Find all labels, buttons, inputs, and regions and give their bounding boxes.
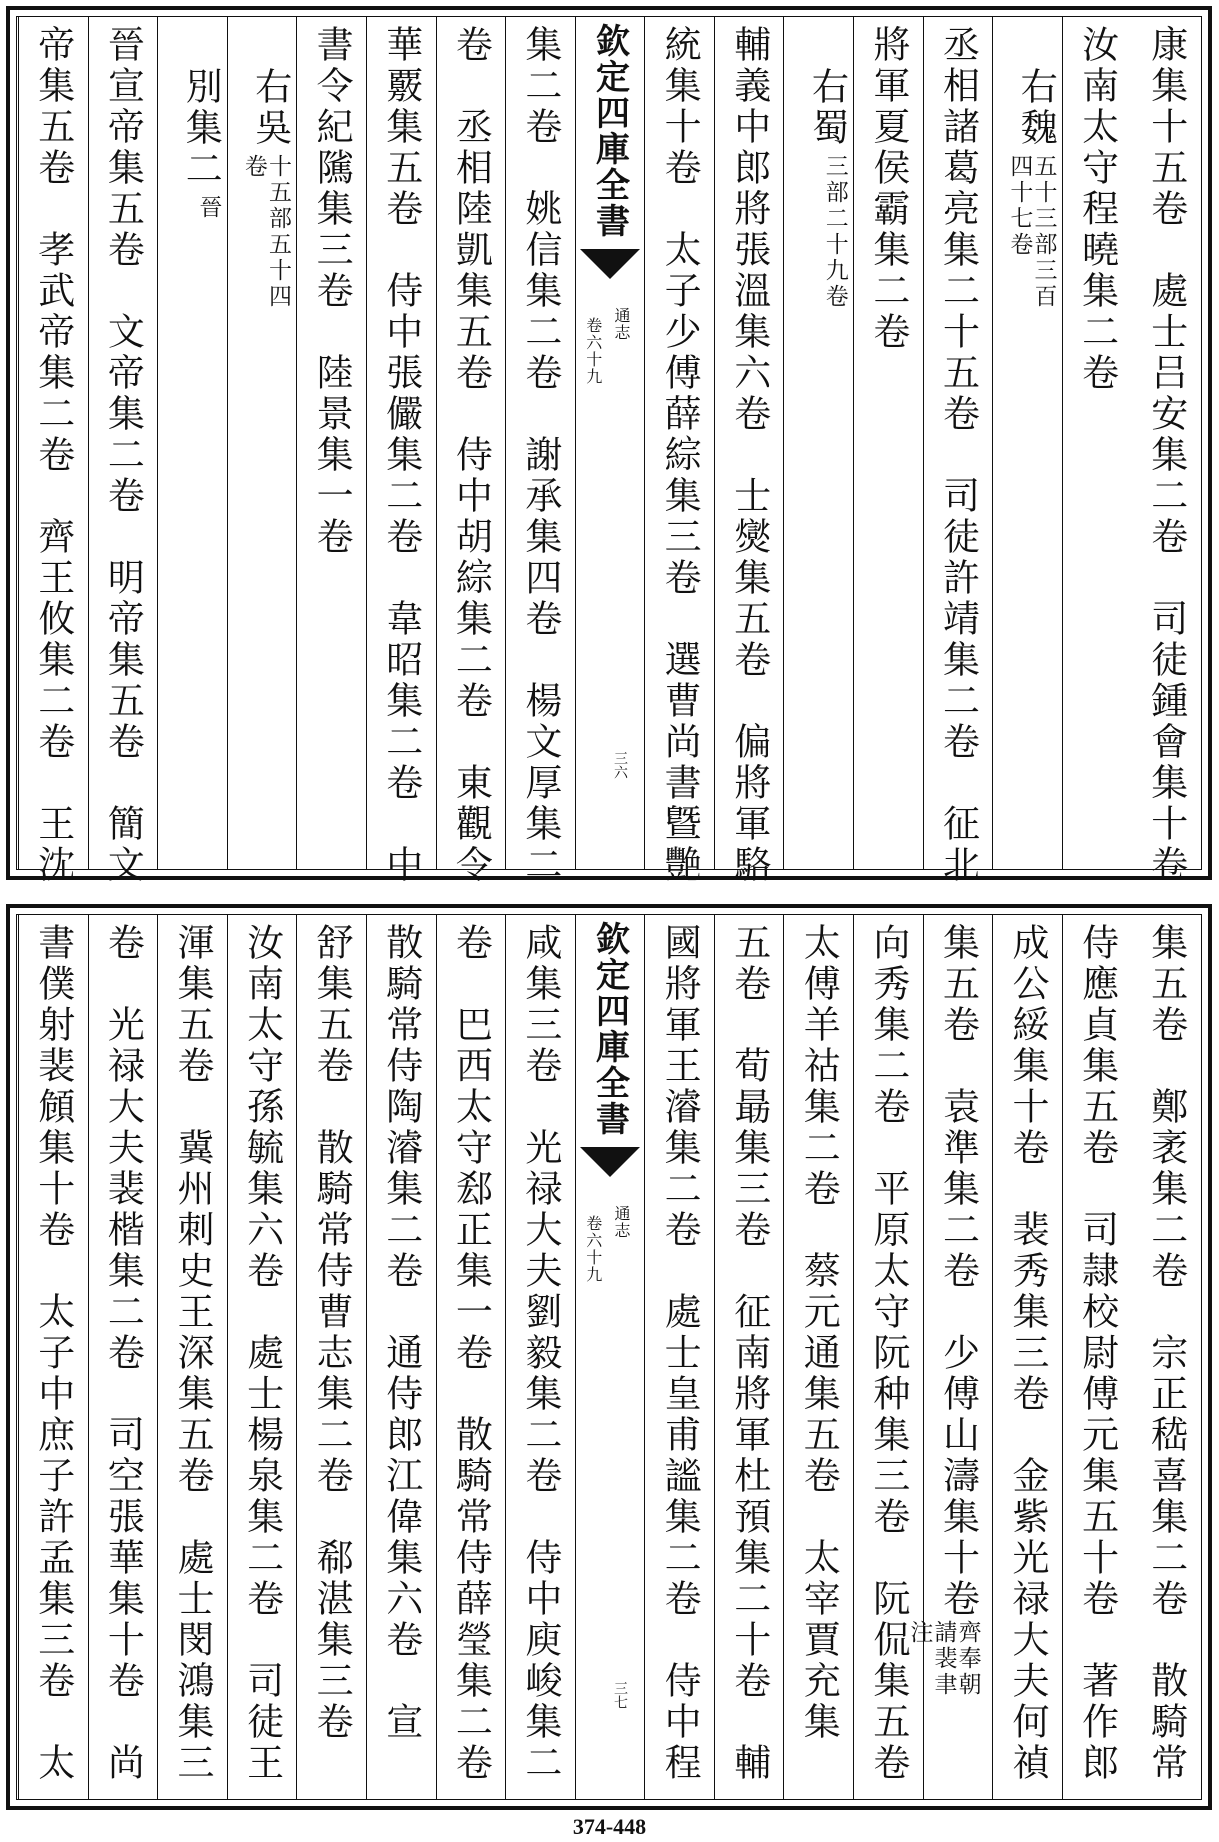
text-column [644,17,714,886]
column-text: 太傅羊祜集二卷 蔡元通集五卷 太宰賈充集 [797,923,841,1743]
text-column [505,17,575,886]
column-text: 晉宣帝集五卷 文帝集二卷 明帝集五卷 簡文 [101,25,145,886]
column-text: 集二卷 姚信集二卷 謝承集四卷 楊文厚集二 [518,25,562,886]
column-text: 集五卷 鄭袤集二卷 宗正嵇喜集二卷 散騎常 [1144,923,1188,1784]
text-column [157,17,227,869]
page-panel-top [6,6,1212,886]
text-column [18,915,88,1799]
leaf-number: 三六 [612,751,628,779]
section-count-note: 十五部五十四卷 [240,154,291,310]
column-text: 將軍夏侯霸集二卷 [866,25,910,353]
text-column [853,17,923,869]
section-label: 右蜀 [805,67,849,149]
column-text: 向秀集二卷 平原太守阮种集三卷 阮侃集五卷 [866,923,910,1784]
text-frame-top [16,16,1202,886]
text-column [783,17,853,869]
fold-column [575,17,645,869]
column-text: 散騎常侍陶濬集二卷 通侍郎江偉集六卷 宣 [379,923,423,1743]
text-column [1062,915,1132,1799]
text-column [366,17,436,886]
fishtail-mark-icon [580,1147,640,1177]
column-text: 輔義中郎將張溫集六卷 士爕集五卷 偏將軍駱 [727,25,771,886]
text-column [644,915,714,1799]
leaf-number: 三七 [612,1681,628,1709]
annotation-note: 齊奉朝請裴聿注 [906,1620,981,1698]
text-column [992,17,1062,869]
fold-column [575,915,645,1799]
collection-header: 欽定四庫全書 [589,23,630,239]
column-text: 卷 巴西太守郄正集一卷 散騎常侍薛瑩集二卷 [449,923,493,1784]
text-column [18,17,88,886]
column-text: 侍應貞集五卷 司隷校尉傅元集五十卷 著作郎 [1075,923,1119,1784]
text-column [296,17,366,869]
text-column [366,915,436,1799]
column-text: 渾集五卷 冀州刺史王深集五卷 處士閔鴻集三 [170,923,214,1784]
column-text: 五卷 荀朂集三卷 征南將軍杜預集二十卷 輔 [727,923,771,1784]
text-column [505,915,575,1799]
text-column [714,17,784,886]
column-text: 書令紀隲集三卷 陸景集一卷 [310,25,354,558]
fold-volume: 卷六十九 [583,1215,603,1283]
text-column [714,915,784,1799]
column-text: 咸集三卷 光禄大夫劉毅集二卷 侍中庾峻集二 [518,923,562,1784]
column-text: 汝南太守程曉集二卷 [1075,25,1119,394]
page-panel-bottom [6,904,1212,1810]
text-column [923,17,993,886]
column-text: 集五卷 袁準集二卷 少傅山濤集十卷 [936,923,980,1620]
section-label: 右魏 [1014,67,1058,149]
column-text: 國將軍王濬集二卷 處士皇甫謐集二卷 侍中程 [658,923,702,1784]
section-label: 別集二 [179,67,223,190]
text-column [853,915,923,1799]
text-column [157,915,227,1799]
text-column [88,17,158,886]
column-text: 汝南太守孫毓集六卷 處士楊泉集二卷 司徒王 [240,923,284,1784]
fold-volume: 卷六十九 [583,317,603,385]
column-text: 康集十五卷 處士吕安集二卷 司徒鍾會集十卷 [1144,25,1188,886]
text-column [783,915,853,1799]
text-column [1131,17,1201,886]
section-count-note: 晉 [195,195,222,221]
text-column [227,915,297,1799]
column-text: 舒集五卷 散騎常侍曹志集二卷 郗湛集三卷 [310,923,354,1743]
text-column [88,915,158,1799]
column-text: 統集十卷 太子少傅薛綜集三卷 選曹尚書曁艷 [658,25,702,886]
page-code: 374-448 [572,1814,647,1839]
text-column [436,915,506,1799]
text-frame-bottom [16,914,1202,1800]
column-text: 卷 光禄大夫裴楷集二卷 司空張華集十卷 尚 [101,923,145,1784]
column-text: 華覈集五卷 侍中張儼集二卷 韋昭集二卷 中 [379,25,423,886]
column-text: 成公綏集十卷 裴秀集三卷 金紫光禄大夫何禎 [1006,923,1050,1784]
text-column [436,17,506,886]
column-text: 帝集五卷 孝武帝集二卷 齊王攸集二卷 王沈 [31,25,75,886]
section-count-note: 五十三部三百四十七卷 [1006,154,1057,310]
text-column [296,915,366,1799]
section-label: 右吳 [248,67,292,149]
text-column [1131,915,1201,1799]
text-column [1062,17,1132,869]
text-column [992,915,1062,1799]
fold-title: 通志 [612,307,631,341]
collection-header: 欽定四庫全書 [589,921,630,1137]
column-text: 卷 丞相陸凱集五卷 侍中胡綜集二卷 東觀令 [449,25,493,886]
section-count-note: 三部二十九卷 [821,154,848,310]
fishtail-mark-icon [580,249,640,279]
column-text: 書僕射裴頠集十卷 太子中庶子許孟集三卷 太 [31,923,75,1784]
column-text: 丞相諸葛亮集二十五卷 司徒許靖集二卷 征北 [936,25,980,886]
fold-title: 通志 [612,1205,631,1239]
text-column [227,17,297,869]
text-column [906,915,993,1799]
